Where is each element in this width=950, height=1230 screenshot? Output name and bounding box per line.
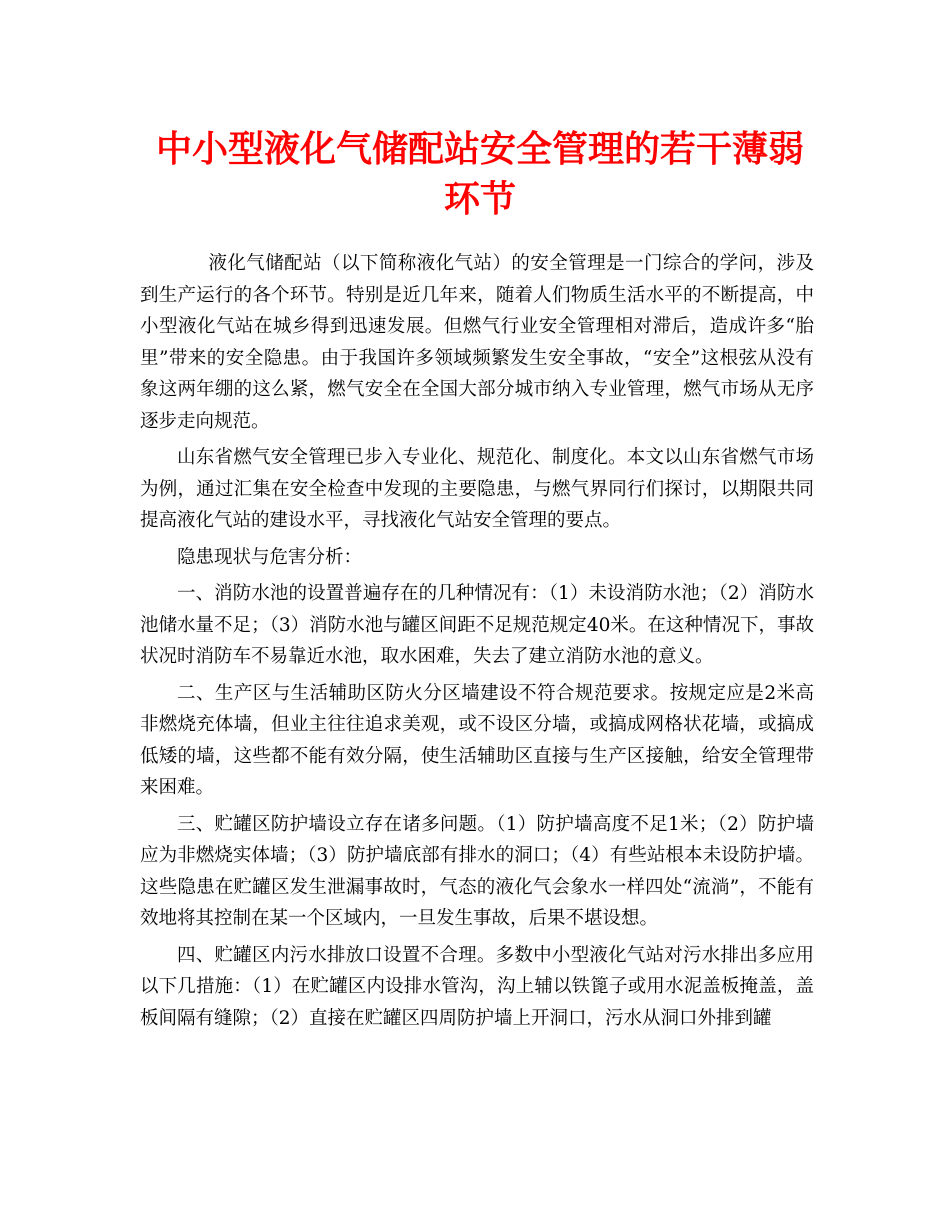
paragraph-shandong: 山东省燃气安全管理已步入专业化、规范化、制度化。本文以山东省燃气市场为例，通过汇集在安全检查中发现的主要隐患，与燃气界同行们探讨，以期限共同提高液化气站的建设水平，寻找液化气站安全管理的要点。 xyxy=(140,447,814,531)
paragraph-intro: 液化气储配站（以下简称液化气站）的安全管理是一门综合的学问，涉及到生产运行的各个环节。特别是近几年来，随着人们物质生活水平的不断提高，中小型液化气站在城乡得到迅速发展。但燃气行业安全管理相对滞后，造成许多“胎里”带来的安全隐患。由于我国许多领域频繁发生安全事故，“安全”这根弦从没有象这两年绷的这么紧，燃气安全在全国大部分城市纳入专业管理，燃气市场从无序逐步走向规范。 xyxy=(140,253,814,432)
paragraph-item-1: 一、消防水池的设置普遍存在的几种情况有：（1）未设消防水池；（2）消防水池储水量不足；（3）消防水池与罐区间距不足规范规定40米。在这种情况下，事故状况时消防车不易靠近水池，取水困难，失去了建立消防水池的意义。 xyxy=(140,583,814,667)
document-title: 中小型液化气储配站安全管理的若干薄弱环节 xyxy=(155,128,804,220)
paragraph-item-2: 二、生产区与生活辅助区防火分区墙建设不符合规范要求。按规定应是2米高非燃烧充体墙，但业主往往追求美观，或不设区分墙，或搞成网格状花墙，或搞成低矮的墙，这些都不能有效分隔，使生活辅助区直接与生产区接触，给安全管理带来困难。 xyxy=(140,682,814,798)
paragraph-item-4: 四、贮罐区内污水排放口设置不合理。多数中小型液化气站对污水排出多应用以下几措施：（1）在贮罐区内设排水管沟，沟上辅以铁篦子或用水泥盖板掩盖，盖板间隔有缝隙；（2）直接在贮罐区四周防护墙上开洞口，污水从洞口外排到罐 xyxy=(140,944,814,1029)
paragraph-hazard-heading: 隐患现状与危害分析： xyxy=(177,546,363,568)
paragraph-item-3: 三、贮罐区防护墙设立存在诸多问题。（1）防护墙高度不足1米；（2）防护墙应为非燃烧实体墙；（3）防护墙底部有排水的洞口；（4）有些站根本未设防护墙。这些隐患在贮罐区发生泄漏事故时，气态的液化气会象水一样四处“流淌”，不能有效地将其控制在某一个区域内，一旦发生事故，后果不堪设想。 xyxy=(140,813,814,929)
document-body xyxy=(140,248,814,1039)
